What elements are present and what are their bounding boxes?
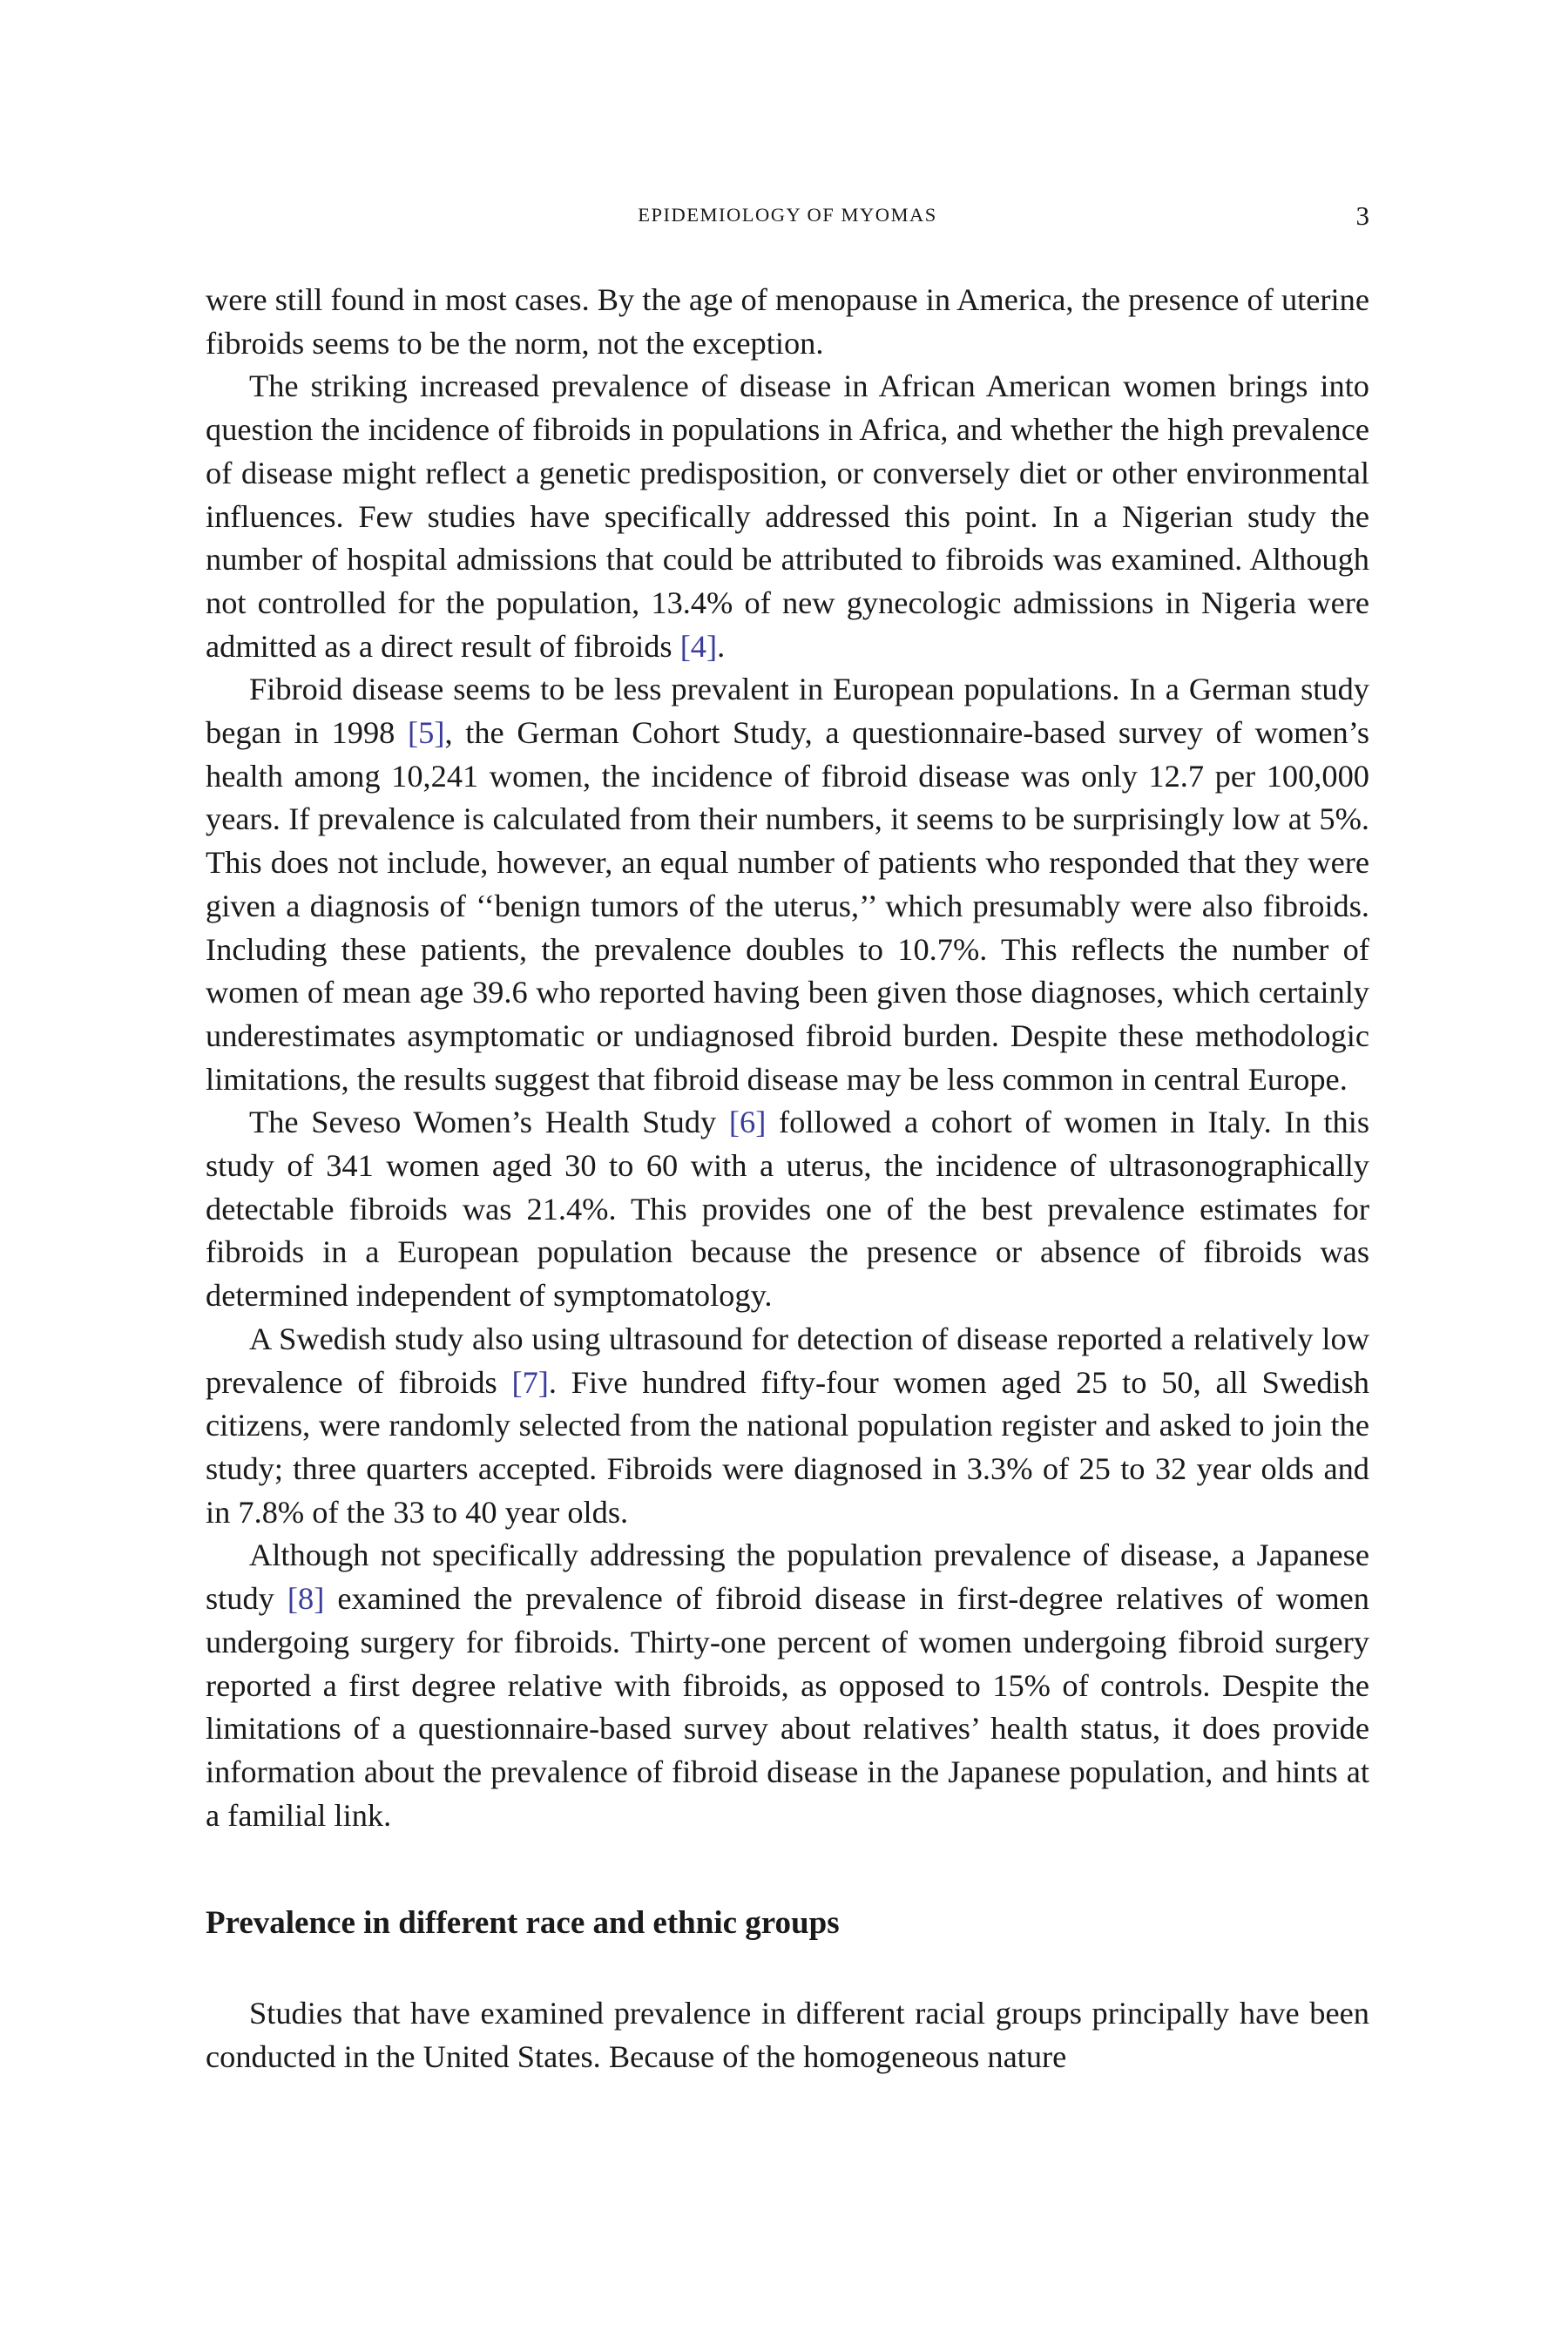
citation-link[interactable]: [5] (408, 715, 445, 751)
paragraph-text: , the German Cohort Study, a questionnaire-based survey of women’s health among 10,241 women, the incidence of fibroid disease was only 12.7 per 100,000 years. If prevalence is calculated from their numbers, it seems to be surprisingly low at 5%. This does not include, however, an equal number of patients who responded that they were given a diagnosis of ‘‘benign tumors of the uterus,’’ which presumably were also fibroids. Including these patients, the prevalence doubles to 10.7%. This reflects the number of women of mean age 39.6 who reported having been given those diagnoses, which certainly underestimates asymptomatic or undiagnosed fibroid burden. Despite these methodologic limitations, the results suggest that fibroid disease may be less common in central Europe. (206, 715, 1370, 1097)
paragraph-text: Studies that have examined prevalence in different racial groups principally have been conducted in the United States. Because of the homogeneous nature (206, 1996, 1369, 2075)
citation-link[interactable]: [4] (679, 628, 718, 664)
spacer (206, 1837, 1369, 1902)
paragraph-japanese-study (206, 1534, 1369, 1837)
paragraph-german-study (206, 668, 1369, 1101)
paragraph-text: Although not specifically addressing the population prevalence of disease, a Japanese study (206, 1538, 1369, 1617)
paragraph-text: examined the prevalence of fibroid disease in first-degree relatives of women undergoing surgery for fibroids. Thirty-one percent of women undergoing fibroid surgery reported a first degree relative with fibroids, as opposed to 15% of controls. Despite the limitations of a questionnaire-based survey about relatives’ health status, it does provide information about the prevalence of fibroid disease in the Japanese population, and hints at a familial link. (206, 1581, 1369, 1833)
paragraph-text: Fibroid disease seems to be less prevalent in European populations. In a German study began in 1998 (206, 672, 1369, 751)
paragraph-text: . Five hundred fifty-four women aged 25 to 50, all Swedish citizens, were randomly selected from the national population register and asked to join the study; three quarters accepted. Fibroids were diagnosed in 3.3% of 25 to 32 year olds and in 7.8% of the 33 to 40 year olds. (206, 1364, 1369, 1530)
citation-link[interactable]: [6] (728, 1105, 767, 1140)
section-heading: Prevalence in different race and ethnic groups (206, 1905, 840, 1942)
paragraph-nigerian-study (206, 365, 1369, 668)
body-text (206, 279, 1369, 2079)
paragraph-text: A Swedish study also using ultrasound for detection of disease reported a relatively low prevalence of fibroids (206, 1321, 1369, 1400)
paragraph-race-groups (206, 1992, 1369, 2078)
paragraph-swedish-study (206, 1318, 1369, 1535)
spacer (206, 1945, 1369, 1992)
paragraph-text: followed a cohort of women in Italy. In this study of 341 women aged 30 to 60 with a uterus, the incidence of ultrasonographically detectable fibroids was 21.4%. This provides one of the best prevalence estimates for fibroids in a European population because the presence or absence of fibroids was determined independent of symptomatology. (206, 1105, 1369, 1314)
paragraph-text: were still found in most cases. By the age of menopause in America, the presence of uterine fibroids seems to be the norm, not the exception. (206, 282, 1369, 361)
paragraph-text: The Seveso Women’s Health Study (249, 1105, 729, 1140)
citation-link[interactable]: [7] (511, 1364, 549, 1400)
running-title: EPIDEMIOLOGY OF MYOMAS (638, 204, 937, 226)
paragraph-continuation (206, 279, 1369, 365)
paragraph-text: . (717, 628, 726, 664)
paragraph-seveso-study (206, 1101, 1369, 1318)
citation-link[interactable]: [8] (287, 1581, 325, 1617)
paragraph-text: The striking increased prevalence of disease in African American women brings into question the incidence of fibroids in populations in Africa, and whether the high prevalence of disease might reflect a genetic predisposition, or conversely diet or other environmental influences. Few studies have specifically addressed this point. In a Nigerian study the number of hospital admissions that could be attributed to fibroids was examined. Although not controlled for the population, 13.4% of new gynecologic admissions in Nigeria were admitted as a direct result of fibroids (206, 368, 1369, 664)
running-head (206, 200, 1369, 232)
page-number: 3 (1355, 200, 1369, 231)
